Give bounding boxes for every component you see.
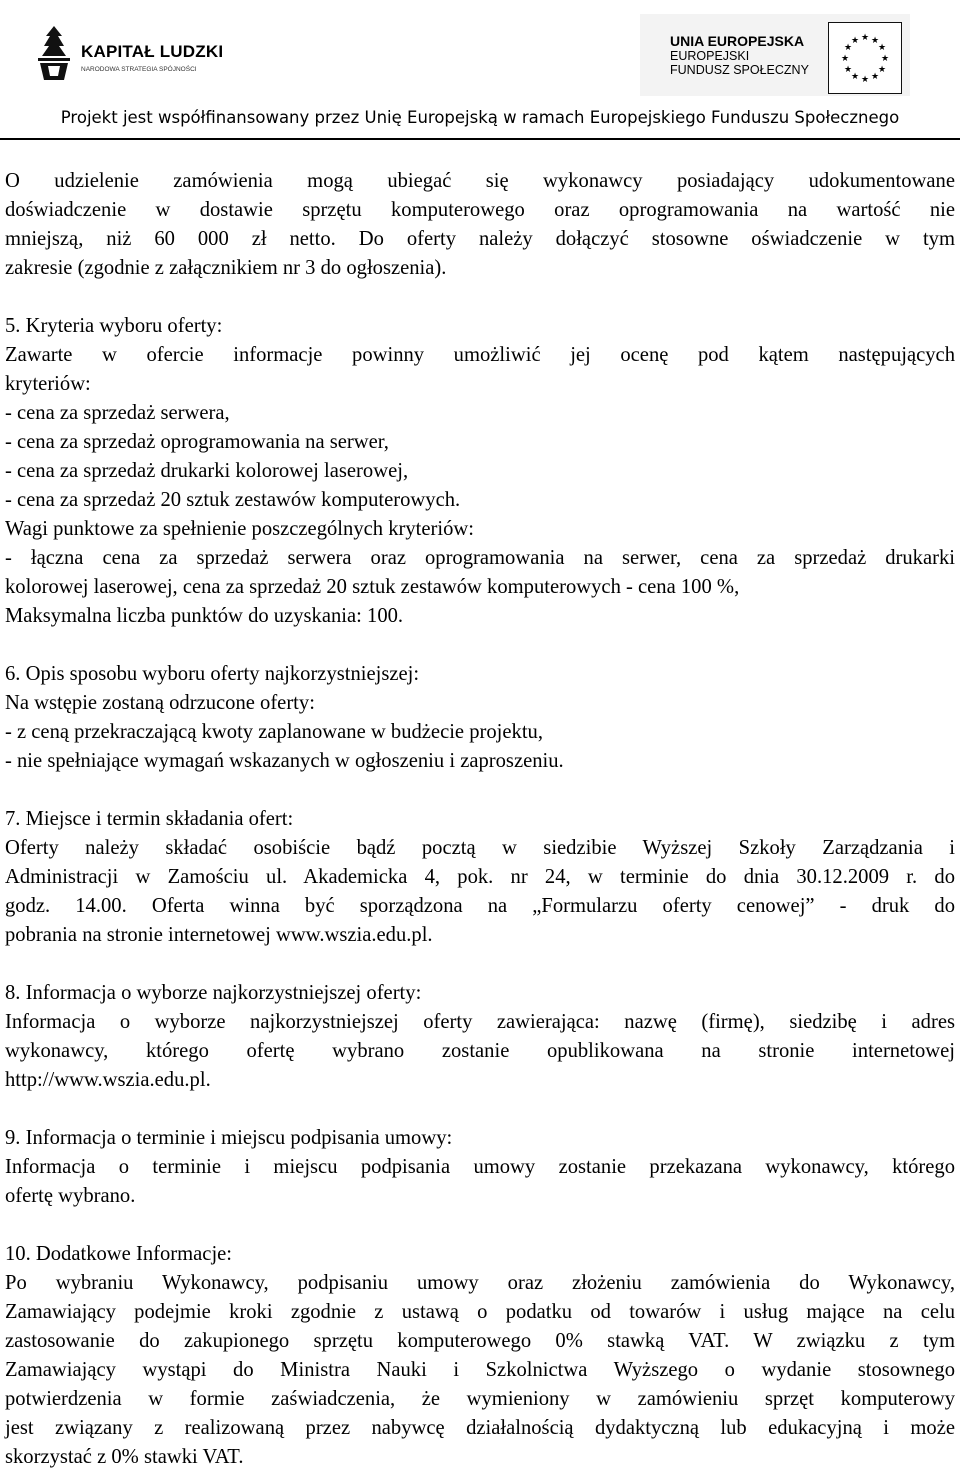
section6-line: - z ceną przekraczającą kwoty zaplanowane w budżecie projektu,: [5, 721, 543, 743]
kapital-ludzki-logo: [34, 26, 224, 86]
page-header: [0, 0, 960, 140]
svg-text:★: ★: [870, 72, 880, 82]
cofinancing-tagline: Projekt jest współfinansowany przez Unię Europejską w ramach Europejskiego Funduszu Społecznego: [60, 108, 900, 127]
section8-line: http://www.wszia.edu.pl.: [5, 1069, 211, 1091]
section10-line: Zamawiający wystąpi do Ministra Nauki i Szkolnictwa Wyższego o wydanie stosownego: [5, 1359, 955, 1381]
svg-text:★: ★: [860, 33, 870, 43]
section8-line: wykonawcy, którego ofertę wybrano zostanie opublikowana na stronie internetowej: [5, 1040, 955, 1062]
svg-text:★: ★: [870, 36, 880, 46]
section10-line: zastosowanie do zakupionego sprzętu komputerowego 0% stawką VAT. W związku z tym: [5, 1330, 955, 1352]
svg-text:★: ★: [850, 72, 860, 82]
section7-line: Oferty należy składać osobiście bądź pocztą w siedzibie Wyższej Szkoły Zarządzania i: [5, 837, 955, 859]
section5-line: Wagi punktowe za spełnienie poszczególnych kryteriów:: [5, 518, 474, 540]
section8-heading: 8. Informacja o wyborze najkorzystniejszej oferty:: [5, 982, 422, 1004]
section5-line: Zawarte w ofercie informacje powinny umożliwić jej ocenę pod kątem następujących: [5, 344, 955, 366]
eu-logo-text: [670, 34, 809, 78]
section7-line: Administracji w Zamościu ul. Akademicka 4, pok. nr 24, w terminie do dnia 30.12.2009 r. do: [5, 866, 955, 888]
section10-line: jest związany z realizowaną przez nabywcę działalnością dydaktyczną lub edukacyjną i może: [5, 1417, 955, 1439]
section9-heading: 9. Informacja o terminie i miejscu podpisania umowy:: [5, 1127, 453, 1149]
section6-line: - nie spełniające wymagań wskazanych w ogłoszeniu i zaproszeniu.: [5, 750, 564, 772]
svg-text:★: ★: [877, 65, 887, 75]
section6-line: Na wstępie zostaną odrzucone oferty:: [5, 692, 315, 714]
intro-line: O udzielenie zamówienia mogą ubiegać się wykonawcy posiadający udokumentowane: [5, 170, 955, 192]
section5-heading: 5. Kryteria wyboru oferty:: [5, 315, 223, 337]
svg-text:★: ★: [850, 36, 860, 46]
section10-line: Po wybraniu Wykonawcy, podpisaniu umowy oraz złożeniu zamówienia do Wykonawcy,: [5, 1272, 955, 1294]
section10-heading: 10. Dodatkowe Informacje:: [5, 1243, 233, 1265]
eu-logo-line2: EUROPEJSKI: [670, 48, 750, 63]
eu-efs-logo: [640, 14, 910, 96]
section7-line: godz. 14.00. Oferta winna być sporządzona na „Formularzu oferty cenowej” - druk do: [5, 895, 955, 917]
kapital-ludzki-title: KAPITAŁ LUDZKI: [81, 42, 224, 61]
svg-text:★: ★: [843, 65, 853, 75]
header-divider: [0, 138, 960, 140]
eu-flag-stars-icon: [828, 22, 902, 94]
section5-line: kolorowej laserowej, cena za sprzedaż 20 sztuk zestawów komputerowych - cena 100 %,: [5, 576, 740, 598]
svg-text:★: ★: [843, 43, 853, 53]
section7-heading: 7. Miejsce i termin składania ofert:: [5, 808, 294, 830]
svg-text:★: ★: [840, 54, 850, 64]
kapital-ludzki-emblem-icon: [34, 26, 74, 82]
section5-line: - cena za sprzedaż oprogramowania na serwer,: [5, 431, 389, 453]
svg-text:★: ★: [860, 75, 870, 85]
eu-logo-line3: FUNDUSZ SPOŁECZNY: [670, 63, 809, 77]
eu-logo-line1: UNIA EUROPEJSKA: [670, 33, 805, 49]
section8-line: Informacja o wyborze najkorzystniejszej oferty zawierająca: nazwę (firmę), siedzibę i adres: [5, 1011, 955, 1033]
section7-line: pobrania na stronie internetowej www.wszia.edu.pl.: [5, 924, 433, 946]
kapital-ludzki-subtitle: NARODOWA STRATEGIA SPÓJNOŚCI: [81, 66, 197, 73]
section10-line: skorzystać z 0% stawki VAT.: [5, 1446, 244, 1468]
section10-line: Zamawiający podejmie kroki zgodnie z ustawą o podatku od towarów i usług mające na celu: [5, 1301, 955, 1323]
svg-text:★: ★: [877, 43, 887, 53]
intro-line: doświadczenie w dostawie sprzętu komputerowego oraz oprogramowania na wartość nie: [5, 199, 955, 221]
intro-line: zakresie (zgodnie z załącznikiem nr 3 do ogłoszenia).: [5, 257, 447, 279]
section5-line: - cena za sprzedaż drukarki kolorowej laserowej,: [5, 460, 409, 482]
section9-line: ofertę wybrano.: [5, 1185, 136, 1207]
section9-line: Informacja o terminie i miejscu podpisania umowy zostanie przekazana wykonawcy, którego: [5, 1156, 955, 1178]
section5-line: - cena za sprzedaż serwera,: [5, 402, 230, 424]
section5-line: - cena za sprzedaż 20 sztuk zestawów komputerowych.: [5, 489, 461, 511]
section10-line: potwierdzenia w formie zaświadczenia, że wymieniony w zamówieniu sprzęt komputerowy: [5, 1388, 955, 1410]
document-body: [5, 167, 955, 1472]
section5-line: Maksymalna liczba punktów do uzyskania: 100.: [5, 605, 404, 627]
section6-heading: 6. Opis sposobu wyboru oferty najkorzystniejszej:: [5, 663, 420, 685]
section5-line: - łączna cena za sprzedaż serwera oraz oprogramowania na serwer, cena za sprzedaż drukarki: [5, 547, 955, 569]
svg-text:★: ★: [880, 54, 890, 64]
intro-line: mniejszą, niż 60 000 zł netto. Do oferty należy dołączyć stosowne oświadczenie w tym: [5, 228, 955, 250]
section5-line: kryteriów:: [5, 373, 91, 395]
